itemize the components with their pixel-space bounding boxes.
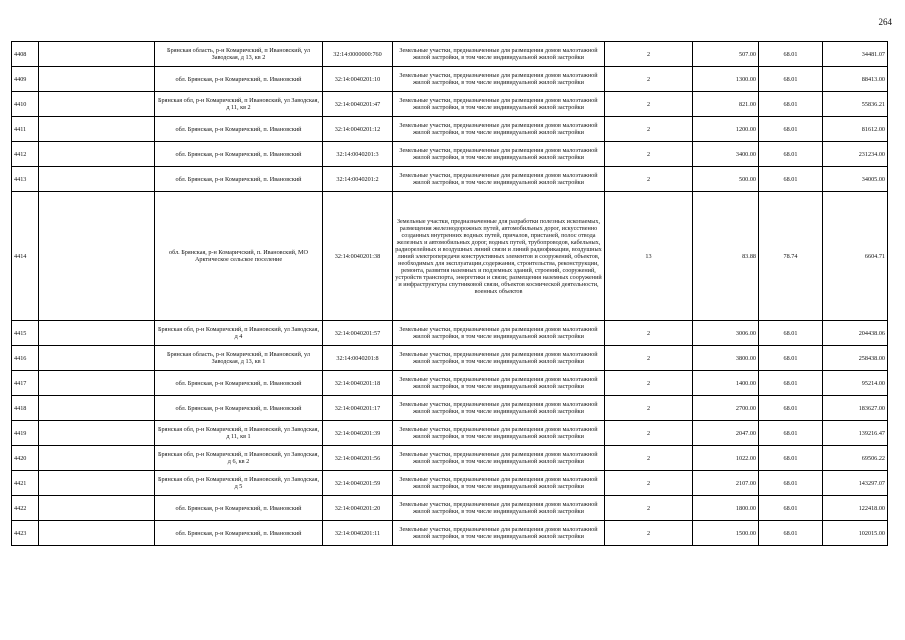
table-row bbox=[12, 192, 888, 321]
record-number-cell: 4414 bbox=[12, 192, 39, 321]
cadastral-number-cell: 32:14:0040201:59 bbox=[323, 471, 393, 496]
land-use-cell: Земельные участки, предназначенные для размещения домов малоэтажной жилой застройки, в том числе индивидуальной жилой застройки bbox=[393, 346, 605, 371]
cadastral-value-cell: 231234.00 bbox=[823, 142, 888, 167]
area-cell: 500.00 bbox=[693, 167, 759, 192]
cadastral-value-cell: 88413.00 bbox=[823, 67, 888, 92]
land-use-cell: Земельные участки, предназначенные для разработки полезных ископаемых, размещения железнодорожных путей, автомобильных дорог, искусственно созданных внутренних водных путей, причалов, пристаней, полос отвода железных и автомобильных дорог, водных путей, трубопроводов, кабельных, радиорелейных и воздушных линий связи и линий радиофикации, воздушных линий электропередачи конструктивных элементов и сооружений, объектов, необходимых для эксплуатации,содержания, строительства, реконструкции, ремонта, развития наземных и подземных зданий, строений, сооружений, устройств транспорта, энергетики и связи; размещения наземных сооружений и инфраструктуры спутниковой связи, объектов космической деятельности, военных объектов bbox=[393, 192, 605, 321]
land-use-cell: Земельные участки, предназначенные для размещения домов малоэтажной жилой застройки, в том числе индивидуальной жилой застройки bbox=[393, 421, 605, 446]
cadastral-number-cell: 32:14:0040201:2 bbox=[323, 167, 393, 192]
table-row bbox=[12, 67, 888, 92]
use-category-cell: 13 bbox=[605, 192, 693, 321]
area-cell: 83.88 bbox=[693, 192, 759, 321]
address-cell: обл. Брянская, р-н Комаричский, п. Ивановский bbox=[155, 142, 323, 167]
blank-cell bbox=[39, 446, 155, 471]
cadastral-value-cell: 81612.00 bbox=[823, 117, 888, 142]
table-row bbox=[12, 421, 888, 446]
address-cell: Брянская область, р-н Комаричский, п Ивановский, ул Заводская, д 13, кв 2 bbox=[155, 42, 323, 67]
registry-table-body bbox=[12, 42, 888, 546]
address-cell: обл. Брянская, р-н Комаричский, п. Ивановский, МО Арктическое сельское поселение bbox=[155, 192, 323, 321]
use-category-cell: 2 bbox=[605, 471, 693, 496]
table-row bbox=[12, 117, 888, 142]
cadastral-number-cell: 32:14:0040201:18 bbox=[323, 371, 393, 396]
table-row bbox=[12, 521, 888, 546]
cadastral-number-cell: 32:14:0040201:57 bbox=[323, 321, 393, 346]
use-category-cell: 2 bbox=[605, 346, 693, 371]
specific-value-cell: 68.01 bbox=[759, 142, 823, 167]
table-row bbox=[12, 346, 888, 371]
land-use-cell: Земельные участки, предназначенные для размещения домов малоэтажной жилой застройки, в том числе индивидуальной жилой застройки bbox=[393, 167, 605, 192]
address-cell: обл. Брянская, р-н Комаричский, п. Ивановский bbox=[155, 117, 323, 142]
cadastral-number-cell: 32:14:0040201:12 bbox=[323, 117, 393, 142]
address-cell: обл. Брянская, р-н Комаричский, п. Ивановский bbox=[155, 521, 323, 546]
table-row bbox=[12, 42, 888, 67]
use-category-cell: 2 bbox=[605, 321, 693, 346]
blank-cell bbox=[39, 67, 155, 92]
cadastral-number-cell: 32:14:0040201:56 bbox=[323, 446, 393, 471]
table-row bbox=[12, 396, 888, 421]
specific-value-cell: 68.01 bbox=[759, 42, 823, 67]
address-cell: Брянская обл, р-н Комаричский, п Ивановский, ул Заводская, д 4 bbox=[155, 321, 323, 346]
blank-cell bbox=[39, 346, 155, 371]
cadastral-value-cell: 69506.22 bbox=[823, 446, 888, 471]
land-use-cell: Земельные участки, предназначенные для размещения домов малоэтажной жилой застройки, в том числе индивидуальной жилой застройки bbox=[393, 67, 605, 92]
record-number-cell: 4411 bbox=[12, 117, 39, 142]
land-use-cell: Земельные участки, предназначенные для размещения домов малоэтажной жилой застройки, в том числе индивидуальной жилой застройки bbox=[393, 521, 605, 546]
use-category-cell: 2 bbox=[605, 142, 693, 167]
area-cell: 1400.00 bbox=[693, 371, 759, 396]
specific-value-cell: 68.01 bbox=[759, 167, 823, 192]
record-number-cell: 4415 bbox=[12, 321, 39, 346]
land-use-cell: Земельные участки, предназначенные для размещения домов малоэтажной жилой застройки, в том числе индивидуальной жилой застройки bbox=[393, 117, 605, 142]
specific-value-cell: 68.01 bbox=[759, 117, 823, 142]
specific-value-cell: 68.01 bbox=[759, 471, 823, 496]
blank-cell bbox=[39, 396, 155, 421]
record-number-cell: 4418 bbox=[12, 396, 39, 421]
record-number-cell: 4408 bbox=[12, 42, 39, 67]
blank-cell bbox=[39, 471, 155, 496]
use-category-cell: 2 bbox=[605, 42, 693, 67]
use-category-cell: 2 bbox=[605, 521, 693, 546]
blank-cell bbox=[39, 371, 155, 396]
table-row bbox=[12, 142, 888, 167]
specific-value-cell: 68.01 bbox=[759, 496, 823, 521]
address-cell: Брянская обл, р-н Комаричский, п Ивановский, ул Заводская, д 6, кв 2 bbox=[155, 446, 323, 471]
land-use-cell: Земельные участки, предназначенные для размещения домов малоэтажной жилой застройки, в том числе индивидуальной жилой застройки bbox=[393, 396, 605, 421]
cadastral-number-cell: 32:14:0000000:760 bbox=[323, 42, 393, 67]
table-row bbox=[12, 321, 888, 346]
use-category-cell: 2 bbox=[605, 67, 693, 92]
use-category-cell: 2 bbox=[605, 371, 693, 396]
use-category-cell: 2 bbox=[605, 446, 693, 471]
record-number-cell: 4412 bbox=[12, 142, 39, 167]
specific-value-cell: 78.74 bbox=[759, 192, 823, 321]
record-number-cell: 4420 bbox=[12, 446, 39, 471]
use-category-cell: 2 bbox=[605, 117, 693, 142]
area-cell: 1800.00 bbox=[693, 496, 759, 521]
table-row bbox=[12, 446, 888, 471]
address-cell: обл. Брянская, р-н Комаричский, п. Ивановский bbox=[155, 496, 323, 521]
land-use-cell: Земельные участки, предназначенные для размещения домов малоэтажной жилой застройки, в том числе индивидуальной жилой застройки bbox=[393, 471, 605, 496]
land-use-cell: Земельные участки, предназначенные для размещения домов малоэтажной жилой застройки, в том числе индивидуальной жилой застройки bbox=[393, 496, 605, 521]
use-category-cell: 2 bbox=[605, 396, 693, 421]
land-use-cell: Земельные участки, предназначенные для размещения домов малоэтажной жилой застройки, в том числе индивидуальной жилой застройки bbox=[393, 92, 605, 117]
blank-cell bbox=[39, 167, 155, 192]
area-cell: 1300.00 bbox=[693, 67, 759, 92]
area-cell: 2047.00 bbox=[693, 421, 759, 446]
land-use-cell: Земельные участки, предназначенные для размещения домов малоэтажной жилой застройки, в том числе индивидуальной жилой застройки bbox=[393, 446, 605, 471]
address-cell: Брянская область, р-н Комаричский, п Ивановский, ул Заводская, д 13, кв 1 bbox=[155, 346, 323, 371]
record-number-cell: 4409 bbox=[12, 67, 39, 92]
cadastral-value-cell: 34481.07 bbox=[823, 42, 888, 67]
cadastral-number-cell: 32:14:0040201:39 bbox=[323, 421, 393, 446]
area-cell: 2107.00 bbox=[693, 471, 759, 496]
use-category-cell: 2 bbox=[605, 167, 693, 192]
use-category-cell: 2 bbox=[605, 92, 693, 117]
cadastral-number-cell: 32:14:0040201:20 bbox=[323, 496, 393, 521]
blank-cell bbox=[39, 192, 155, 321]
cadastral-value-cell: 258438.00 bbox=[823, 346, 888, 371]
area-cell: 821.00 bbox=[693, 92, 759, 117]
area-cell: 3006.00 bbox=[693, 321, 759, 346]
record-number-cell: 4410 bbox=[12, 92, 39, 117]
cadastral-number-cell: 32:14:0040201:17 bbox=[323, 396, 393, 421]
address-cell: обл. Брянская, р-н Комаричский, п. Ивановский bbox=[155, 371, 323, 396]
address-cell: Брянская обл, р-н Комаричский, п Ивановский, ул Заводская, д 11, кв 1 bbox=[155, 421, 323, 446]
cadastral-number-cell: 32:14:0040201:8 bbox=[323, 346, 393, 371]
specific-value-cell: 68.01 bbox=[759, 396, 823, 421]
cadastral-number-cell: 32:14:0040201:38 bbox=[323, 192, 393, 321]
use-category-cell: 2 bbox=[605, 421, 693, 446]
address-cell: обл. Брянская, р-н Комаричский, п. Ивановский bbox=[155, 67, 323, 92]
specific-value-cell: 68.01 bbox=[759, 67, 823, 92]
specific-value-cell: 68.01 bbox=[759, 421, 823, 446]
record-number-cell: 4421 bbox=[12, 471, 39, 496]
blank-cell bbox=[39, 117, 155, 142]
table-row bbox=[12, 167, 888, 192]
blank-cell bbox=[39, 42, 155, 67]
specific-value-cell: 68.01 bbox=[759, 446, 823, 471]
cadastral-value-cell: 34005.00 bbox=[823, 167, 888, 192]
blank-cell bbox=[39, 521, 155, 546]
area-cell: 507.00 bbox=[693, 42, 759, 67]
cadastral-value-cell: 183627.00 bbox=[823, 396, 888, 421]
area-cell: 1500.00 bbox=[693, 521, 759, 546]
record-number-cell: 4413 bbox=[12, 167, 39, 192]
specific-value-cell: 68.01 bbox=[759, 92, 823, 117]
record-number-cell: 4419 bbox=[12, 421, 39, 446]
record-number-cell: 4417 bbox=[12, 371, 39, 396]
record-number-cell: 4416 bbox=[12, 346, 39, 371]
cadastral-value-cell: 6604.71 bbox=[823, 192, 888, 321]
address-cell: Брянская обл, р-н Комаричский, п Ивановский, ул Заводская, д 5 bbox=[155, 471, 323, 496]
area-cell: 1200.00 bbox=[693, 117, 759, 142]
cadastral-value-cell: 55836.21 bbox=[823, 92, 888, 117]
area-cell: 1022.00 bbox=[693, 446, 759, 471]
record-number-cell: 4422 bbox=[12, 496, 39, 521]
table-row bbox=[12, 496, 888, 521]
area-cell: 3800.00 bbox=[693, 346, 759, 371]
cadastral-number-cell: 32:14:0040201:10 bbox=[323, 67, 393, 92]
cadastral-value-cell: 139216.47 bbox=[823, 421, 888, 446]
cadastral-value-cell: 143297.07 bbox=[823, 471, 888, 496]
address-cell: обл. Брянская, р-н Комаричский, п. Ивановский bbox=[155, 396, 323, 421]
blank-cell bbox=[39, 496, 155, 521]
blank-cell bbox=[39, 321, 155, 346]
address-cell: обл. Брянская, р-н Комаричский, п. Ивановский bbox=[155, 167, 323, 192]
cadastral-number-cell: 32:14:0040201:47 bbox=[323, 92, 393, 117]
blank-cell bbox=[39, 421, 155, 446]
blank-cell bbox=[39, 92, 155, 117]
land-use-cell: Земельные участки, предназначенные для размещения домов малоэтажной жилой застройки, в том числе индивидуальной жилой застройки bbox=[393, 321, 605, 346]
area-cell: 2700.00 bbox=[693, 396, 759, 421]
specific-value-cell: 68.01 bbox=[759, 371, 823, 396]
land-use-cell: Земельные участки, предназначенные для размещения домов малоэтажной жилой застройки, в том числе индивидуальной жилой застройки bbox=[393, 42, 605, 67]
specific-value-cell: 68.01 bbox=[759, 346, 823, 371]
land-use-cell: Земельные участки, предназначенные для размещения домов малоэтажной жилой застройки, в том числе индивидуальной жилой застройки bbox=[393, 371, 605, 396]
blank-cell bbox=[39, 142, 155, 167]
table-row bbox=[12, 471, 888, 496]
cadastral-value-cell: 122418.00 bbox=[823, 496, 888, 521]
cadastral-value-cell: 102015.00 bbox=[823, 521, 888, 546]
specific-value-cell: 68.01 bbox=[759, 321, 823, 346]
cadastral-number-cell: 32:14:0040201:11 bbox=[323, 521, 393, 546]
page-number: 264 bbox=[878, 17, 892, 27]
cadastral-value-cell: 95214.00 bbox=[823, 371, 888, 396]
land-plot-registry-table bbox=[11, 41, 888, 546]
record-number-cell: 4423 bbox=[12, 521, 39, 546]
table-row bbox=[12, 92, 888, 117]
land-use-cell: Земельные участки, предназначенные для размещения домов малоэтажной жилой застройки, в том числе индивидуальной жилой застройки bbox=[393, 142, 605, 167]
use-category-cell: 2 bbox=[605, 496, 693, 521]
cadastral-number-cell: 32:14:0040201:3 bbox=[323, 142, 393, 167]
cadastral-value-cell: 204438.06 bbox=[823, 321, 888, 346]
table-row bbox=[12, 371, 888, 396]
area-cell: 3400.00 bbox=[693, 142, 759, 167]
address-cell: Брянская обл, р-н Комаричский, п Ивановский, ул Заводская, д 11, кв 2 bbox=[155, 92, 323, 117]
specific-value-cell: 68.01 bbox=[759, 521, 823, 546]
